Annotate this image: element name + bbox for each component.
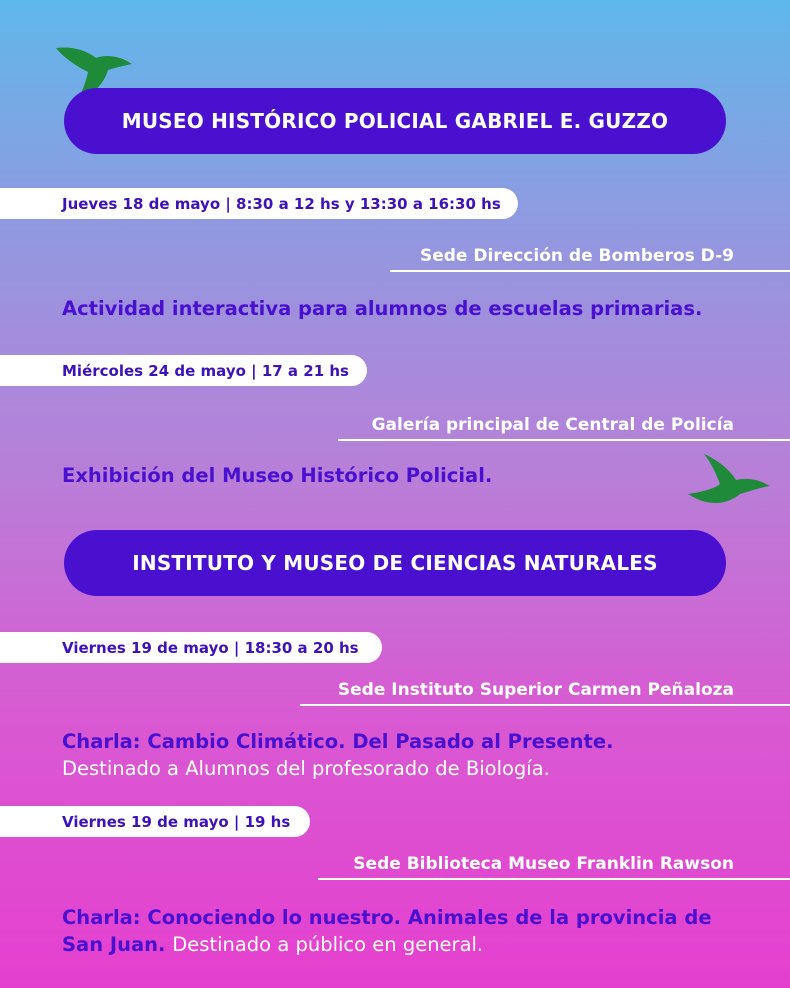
event-venue: Sede Instituto Superior Carmen Peñaloza [300, 676, 790, 706]
event-audience: Destinado a Alumnos del profesorado de Biología. [62, 757, 550, 780]
event-audience: Destinado a público en general. [172, 933, 484, 956]
section-title-banner: MUSEO HISTÓRICO POLICIAL GABRIEL E. GUZZO [64, 88, 726, 154]
event-venue: Sede Dirección de Bomberos D-9 [390, 242, 790, 272]
event-venue: Galería principal de Central de Policía [338, 411, 790, 441]
event-description-text: Charla: Cambio Climático. Del Pasado al Presente. [62, 730, 614, 753]
event-venue: Sede Biblioteca Museo Franklin Rawson [318, 850, 790, 880]
event-date: Viernes 19 de mayo | 18:30 a 20 hs [0, 632, 382, 663]
event-description-text: Charla: Conociendo lo nuestro. Animales de la provincia de San Juan. [62, 906, 712, 956]
event-description [62, 295, 770, 322]
section-title-banner: INSTITUTO Y MUSEO DE CIENCIAS NATURALES [64, 530, 726, 596]
event-date: Jueves 18 de mayo | 8:30 a 12 hs y 13:30 a 16:30 hs [0, 188, 518, 219]
event-description-text: Actividad interactiva para alumnos de escuelas primarias. [62, 297, 703, 320]
event-description [62, 728, 770, 782]
event-description [62, 904, 752, 958]
event-date: Viernes 19 de mayo | 19 hs [0, 806, 310, 837]
event-description-text: Exhibición del Museo Histórico Policial. [62, 464, 493, 487]
event-date: Miércoles 24 de mayo | 17 a 21 hs [0, 355, 367, 386]
event-description [62, 462, 770, 489]
